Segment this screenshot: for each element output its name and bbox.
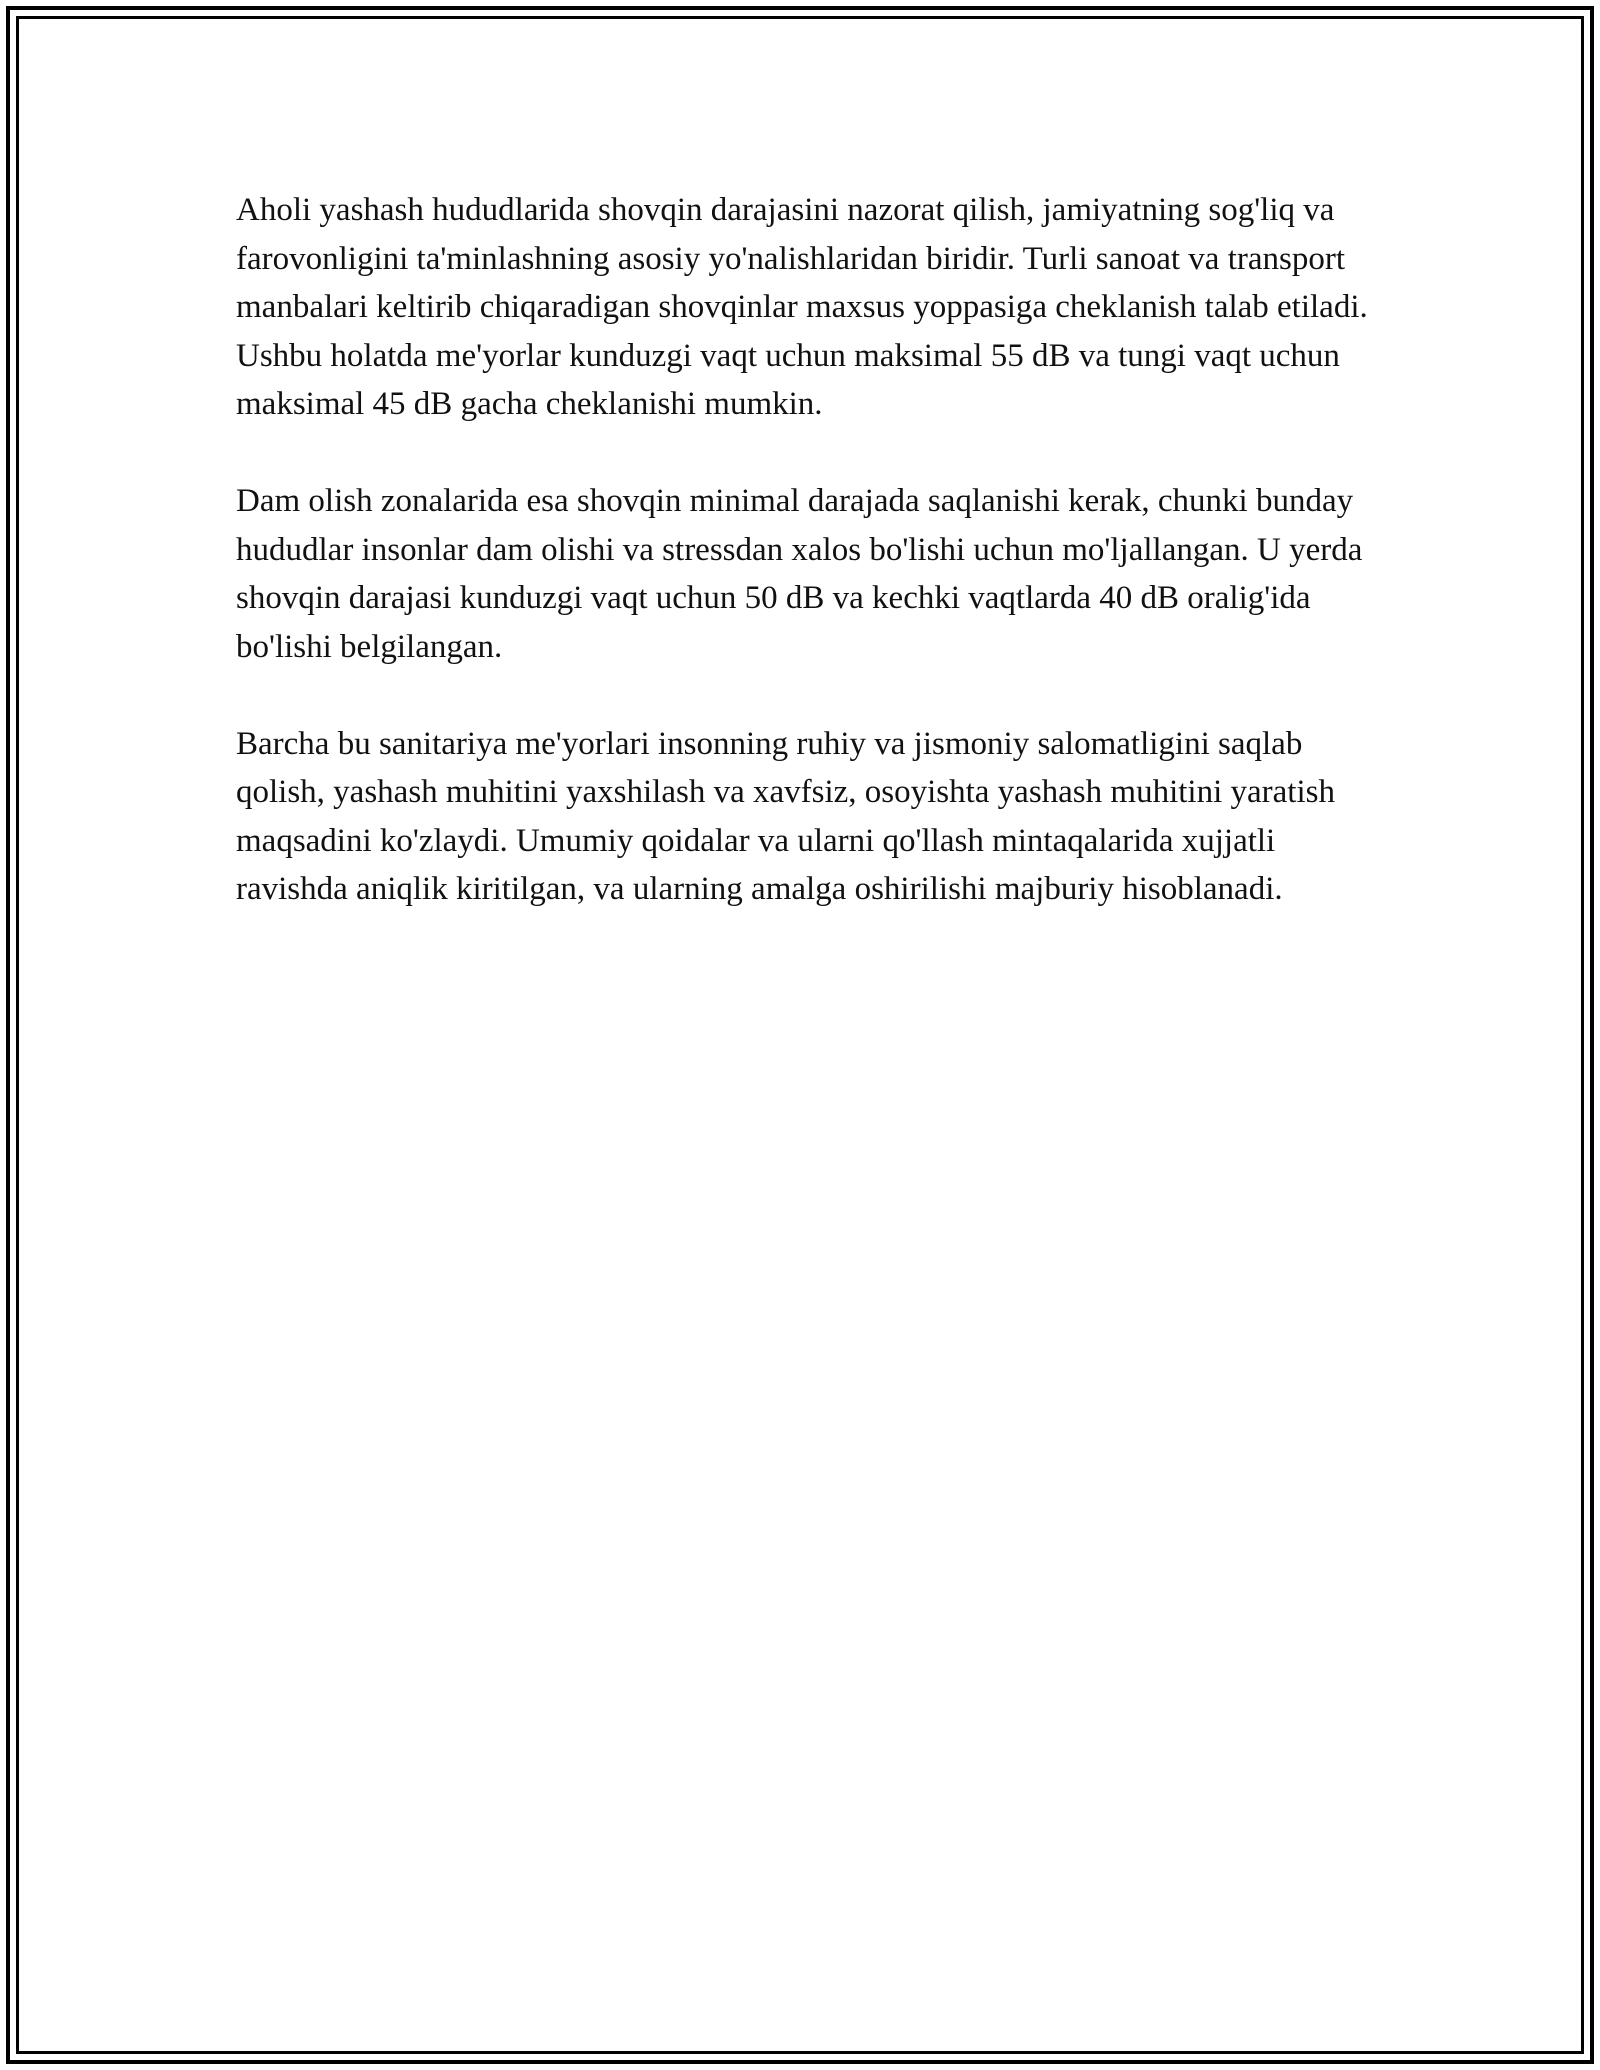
paragraph-noise-limits-recreation: Dam olish zonalarida esa shovqin minimal darajada saqlanishi kerak, chunki bunday hududlar insonlar dam olishi va stressdan xalos bo'lishi uchun mo'ljallangan. U yerda shovqin darajasi kunduzgi vaqt uchun 50 dB va kechki vaqtlarda 40 dB oralig'ida bo'lishi belgilangan. [236, 483, 1363, 665]
document-body [236, 186, 1376, 962]
paragraph-noise-limits-residential: Aholi yashash hududlarida shovqin darajasini nazorat qilish, jamiyatning sog'liq va farovonligini ta'minlashning asosiy yo'nalishlaridan biridir. Turli sanoat va transport manbalari keltirib chiqaradigan shovqinlar maxsus yoppasiga cheklanish talab etiladi. Ushbu holatda me'yorlar kunduzgi vaqt uchun maksimal 55 dB va tungi vaqt uchun maksimal 45 dB gacha cheklanishi mumkin. [236, 192, 1368, 422]
paragraph-sanitary-norms-summary: Barcha bu sanitariya me'yorlari insonning ruhiy va jismoniy salomatligini saqlab qolish, yashash muhitini yaxshilash va xavfsiz, osoyishta yashash muhitini yaratish maqsadini ko'zlaydi. Umumiy qoidalar va ularni qo'llash mintaqalarida xujjatli ravishda aniqlik kiritilgan, va ularning amalga oshirilishi majburiy hisoblanadi. [236, 725, 1335, 907]
